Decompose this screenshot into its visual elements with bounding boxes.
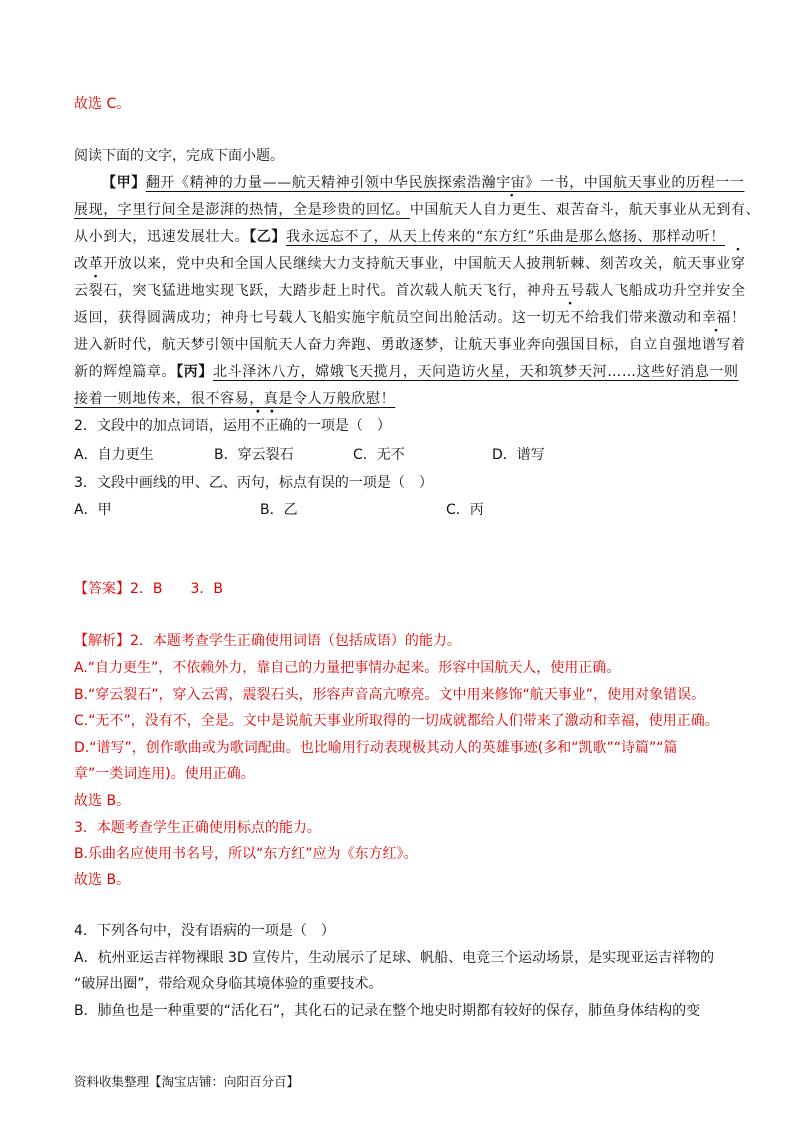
q2-stem-text: 确的一项是（ ） bbox=[278, 418, 391, 434]
jia-sentence-part-2: 展现，字里行间全是澎湃的热情，全是珍贵的回忆。 bbox=[74, 202, 410, 218]
passage-line-4 bbox=[74, 254, 746, 274]
dotted-word-2-part-2: 云裂石 bbox=[74, 283, 118, 299]
q3-option-a[interactable]: A．甲 bbox=[74, 502, 112, 518]
reading-intro: 阅读下面的文字，完成下面小题。 bbox=[74, 148, 284, 164]
q3-option-b[interactable]: B．乙 bbox=[260, 502, 298, 518]
q4-option-a-line-2: “破屏出圈”，带给观众身临其境体验的重要技术。 bbox=[74, 976, 383, 992]
passage-text: 从小到大，迅速发展壮大。 bbox=[74, 229, 250, 245]
q3-option-c[interactable]: C．丙 bbox=[446, 502, 484, 518]
jia-sentence-part-1: 翻开《精神的力量——航天精神引领中华民族探索浩瀚宇宙》一书，中国航天事业的历程一一 bbox=[145, 175, 745, 191]
dotted-word-3: 无不 bbox=[555, 310, 586, 326]
analysis-tag: 【解析】 bbox=[74, 633, 130, 649]
q2-option-d[interactable]: D．谱写 bbox=[492, 447, 545, 463]
analysis-line-10: 故选 B。 bbox=[74, 872, 131, 888]
yi-tag: 【乙】 bbox=[249, 229, 287, 245]
q4-stem: 4．下列各句中，没有语病的一项是（ ） bbox=[74, 923, 335, 939]
analysis-line-7: 故选 B。 bbox=[74, 793, 131, 809]
passage-line-5 bbox=[74, 281, 746, 301]
passage-text: 着 bbox=[731, 337, 746, 353]
passage-line-9 bbox=[74, 389, 395, 409]
dotted-word-1: 自力更生 bbox=[482, 202, 542, 218]
passage-line-8 bbox=[74, 362, 739, 382]
analysis-line-8: 3．本题考查学生正确使用标点的能力。 bbox=[74, 820, 321, 836]
q4-option-a-line-1[interactable]: A．杭州亚运吉祥物裸眼 3D 宣传片，生动展示了足球、帆船、电竞三个运动场景，是实现亚运吉祥物的 bbox=[74, 950, 715, 966]
analysis-line-3: B.“穿云裂石”，穿入云霄，震裂石头，形容声音高亢嘹亮。文中用来修饰“航天事业”，使用对象错误。 bbox=[74, 687, 706, 703]
analysis-line-6: 章”一类词连用)。使用正确。 bbox=[74, 766, 255, 782]
passage-line-1 bbox=[102, 173, 744, 193]
analysis-line-4: C.“无不”，没有不，全是。文中是说航天事业所取得的一切成就都给人们带来了激动和幸福，使用正确。 bbox=[74, 713, 719, 729]
passage-text: 返回，获得圆满成功；神舟七号载人飞船实施宇航员空间出舱活动。这一切 bbox=[74, 310, 556, 326]
jia-tag: 【甲】 bbox=[102, 175, 146, 191]
passage-line-7 bbox=[74, 335, 746, 355]
q2-option-c[interactable]: C．无不 bbox=[353, 447, 405, 463]
answer-line bbox=[74, 579, 223, 599]
passage-text: 、艰苦奋斗，航天事业从无到有、 bbox=[541, 202, 761, 218]
passage-text: 新的辉煌篇章。 bbox=[74, 364, 177, 380]
bing-tag: 【丙】 bbox=[176, 364, 214, 380]
passage-text: 给我们带来激动和幸福！ bbox=[585, 310, 746, 326]
passage-text: 改革开放以来，党中央和全国人民继续大力支持航天事业，中国航天人披荆斩棘、刻苦攻关，航天事业 bbox=[74, 256, 731, 272]
q2-dotted-char-1: 不 bbox=[250, 418, 265, 434]
analysis-line-5: D.“谱写”，创作歌曲或为歌词配曲。也比喻用行动表现极其动人的英雄事迹(多和“凯歌”“诗篇”“篇 bbox=[74, 740, 678, 756]
passage-line-2 bbox=[74, 200, 760, 220]
q2-stem-text: 2．文段中的加点词语，运用 bbox=[74, 418, 251, 434]
analysis-line-9: B.乐曲名应使用书名号，所以“东方红”应为《东方红》。 bbox=[74, 846, 418, 862]
answer-text: 2．B 3．B bbox=[130, 581, 224, 597]
bing-sentence-part-1: 北斗泽沐八方，嫦娥飞天揽月，天问造访火星，天和筑梦天河……这些好消息一则 bbox=[213, 364, 739, 380]
analysis-text: 2．本题考查学生正确使用词语（包括成语）的能力。 bbox=[130, 633, 461, 649]
q2-option-a[interactable]: A．自力更生 bbox=[74, 447, 154, 463]
bing-sentence-part-2: 接着一则地传来，很不容易，真是令人万般欣慰！ bbox=[74, 391, 396, 407]
passage-text: 进入新时代，航天梦引领中国航天人奋力奔跑、勇敢逐梦，让航天事业奔向强国目标，自立自强地 bbox=[74, 337, 702, 353]
passage-text: 中国航天人 bbox=[409, 202, 483, 218]
q2-dotted-char-2: 正 bbox=[264, 418, 279, 434]
analysis-line-2: A.“自力更生”，不依赖外力，靠自己的力量把事情办起来。形容中国航天人，使用正确。 bbox=[74, 660, 621, 676]
dotted-word-2-part-1: 穿 bbox=[731, 256, 746, 272]
top-answer: 故选 C。 bbox=[74, 96, 131, 112]
answer-tag: 【答案】 bbox=[74, 581, 130, 597]
passage-line-6 bbox=[74, 308, 746, 328]
q3-stem: 3．文段中画线的甲、乙、丙句，标点有误的一项是（ ） bbox=[74, 475, 433, 491]
q2-option-b[interactable]: B．穿云裂石 bbox=[214, 447, 294, 463]
passage-line-3 bbox=[74, 227, 725, 247]
dotted-word-4: 谱写 bbox=[701, 337, 732, 353]
analysis-line-1 bbox=[74, 631, 461, 651]
passage-text: ，突飞猛进地实现飞跃，大踏步赶上时代。首次载人航天飞行，神舟五号载人飞船成功升空并安全 bbox=[117, 283, 746, 299]
yi-sentence: 我永远忘不了，从天上传来的“东方红”乐曲是那么悠扬、那样动听！ bbox=[286, 229, 725, 245]
q4-option-b-line-1[interactable]: B．肺鱼也是一种重要的“活化石”，其化石的记录在整个地史时期都有较好的保存，肺鱼身体结构的变 bbox=[74, 1003, 701, 1019]
q2-stem bbox=[74, 416, 391, 436]
page-footer: 资料收集整理【淘宝店铺：向阳百分百】 bbox=[74, 1074, 300, 1089]
